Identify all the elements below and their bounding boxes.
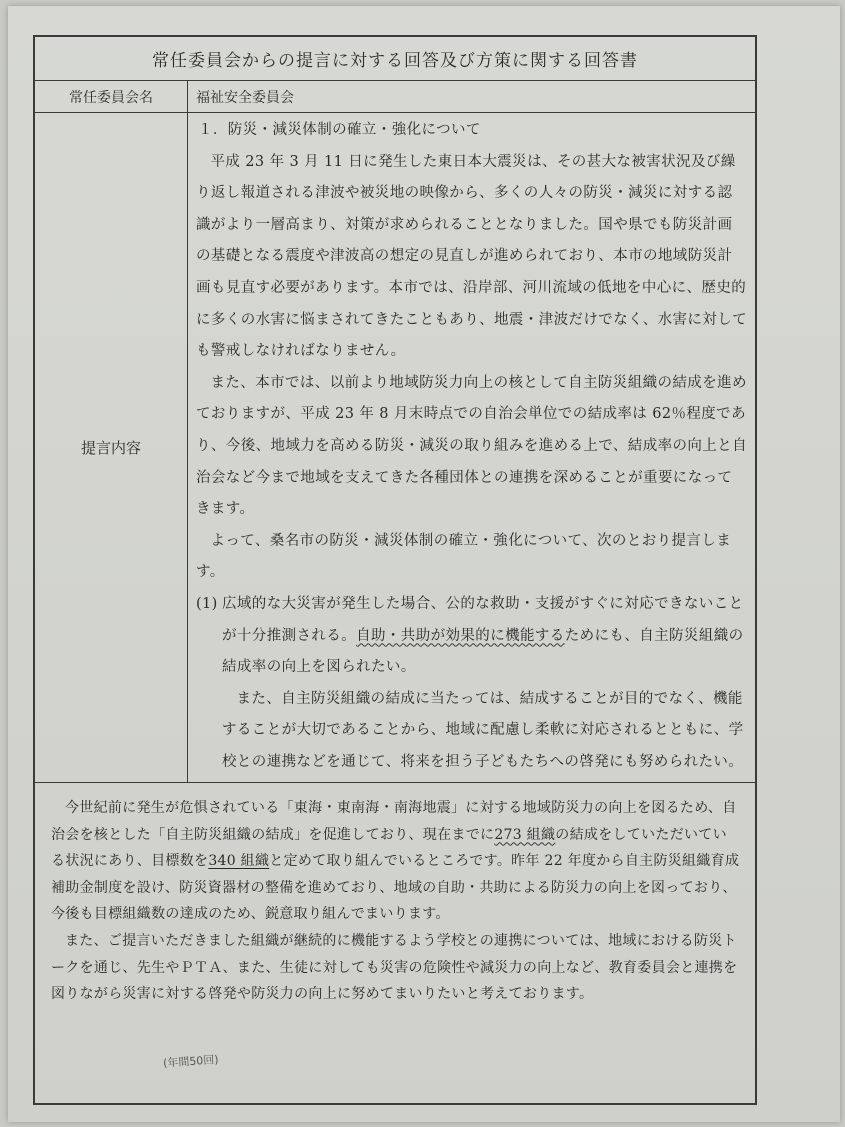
answer-text: 今世紀前に発生が危惧されている「東海・東南海・南海地震」に対する地域防災力の向上を図るため、自治会を核とした「自主防災組織の結成」を促進しており、現在までに <box>51 800 737 843</box>
committee-row <box>35 81 755 113</box>
proposal-label: 提言内容 <box>35 113 188 782</box>
handwritten-note: (年間50回) <box>162 1053 220 1070</box>
answer-paragraph <box>51 795 741 928</box>
proposal-row <box>35 113 755 783</box>
answer-form-table <box>33 35 757 1105</box>
proposal-content <box>188 113 755 782</box>
item-text-after: ためにも、自主防災組織の結成率の向上を図られたい。 <box>222 627 744 676</box>
item-text-underlined: 自助・共助が効果的に機能する <box>356 627 565 644</box>
proposal-paragraph: よって、桑名市の防災・減災体制の確立・強化について、次のとおり提言します。 <box>196 532 732 581</box>
item-paragraph: また、自主防災組織の結成に当たっては、結成することが目的でなく、機能することが大切であることから、地域に配慮し柔軟に対応されるとともに、学校との連携などを通じて、将来を担う子どもたちへの啓発にも努められたい。 <box>222 690 744 770</box>
answer-section <box>35 783 755 1008</box>
item-text <box>222 589 747 684</box>
organization-target: 340 組織 <box>208 853 270 870</box>
answer-paragraph: また、ご提言いただきました組織が継続的に機能するよう学校との連携については、地域における防災トークを通じ、先生やＰＴＡ、また、生徒に対しても災害の危険性や減災力の向上など、教育委員会と連携を図りながら災害に対する啓発や防災力の向上に努めてまいりたいと考えております。 <box>51 932 738 1003</box>
answer-text: の結成をしていただいている状況にあり、目標数を <box>51 826 727 870</box>
organization-count: 273 組織 <box>494 826 556 843</box>
answer-text: と定めて取り組んでいるところです。昨年 22 年度から自主防災組織育成補助金制度を設け、防災資器材の整備を進めており、地域の自助・共助による防災力の向上を図っており、今後も目標組織数の達成のため、鋭意取り組んでまいります。 <box>51 853 740 923</box>
committee-name: 福祉安全委員会 <box>196 89 294 106</box>
document-page <box>8 6 840 1122</box>
document-title: 常任委員会からの提言に対する回答及び方策に関する回答書 <box>35 37 755 81</box>
proposal-item <box>196 589 747 684</box>
section-heading: １．防災・減災体制の確立・強化について <box>198 122 481 138</box>
proposal-paragraph: また、本市では、以前より地域防災力向上の核として自主防災組織の結成を進めておりますが、平成 23 年 8 月末時点での自治会単位での結成率は 62％程度であり、今後、地域力を高める防災・減災の取り組みを進める上で、結成率の向上と自治会など今まで地域を支えてきた各種団体との連携を深めることが重要になってきます。 <box>196 374 748 518</box>
proposal-paragraph: 平成 23 年 3 月 11 日に発生した東日本大震災は、その甚大な被害状況及び繰り返し報道される津波や被災地の映像から、多くの人々の防災・減災に対する認識がより一層高まり、対策が求められることとなりました。国や県でも防災計画の基礎となる震度や津波高の想定の見直しが進められており、本市の地域防災計画も見直す必要があります。本市では、沿岸部、河川流域の低地を中心に、歴史的に多くの水害に悩まされてきたこともあり、地震・津波だけでなく、水害に対しても警戒しなければなりません。 <box>196 153 748 360</box>
item-number: (1) <box>196 595 218 612</box>
item-text-before: 広域的な大災害が発生した場合、公的な救助・支援がすぐに対応できないことが十分推測される。 <box>222 595 744 644</box>
committee-label: 常任委員会名 <box>35 81 188 112</box>
